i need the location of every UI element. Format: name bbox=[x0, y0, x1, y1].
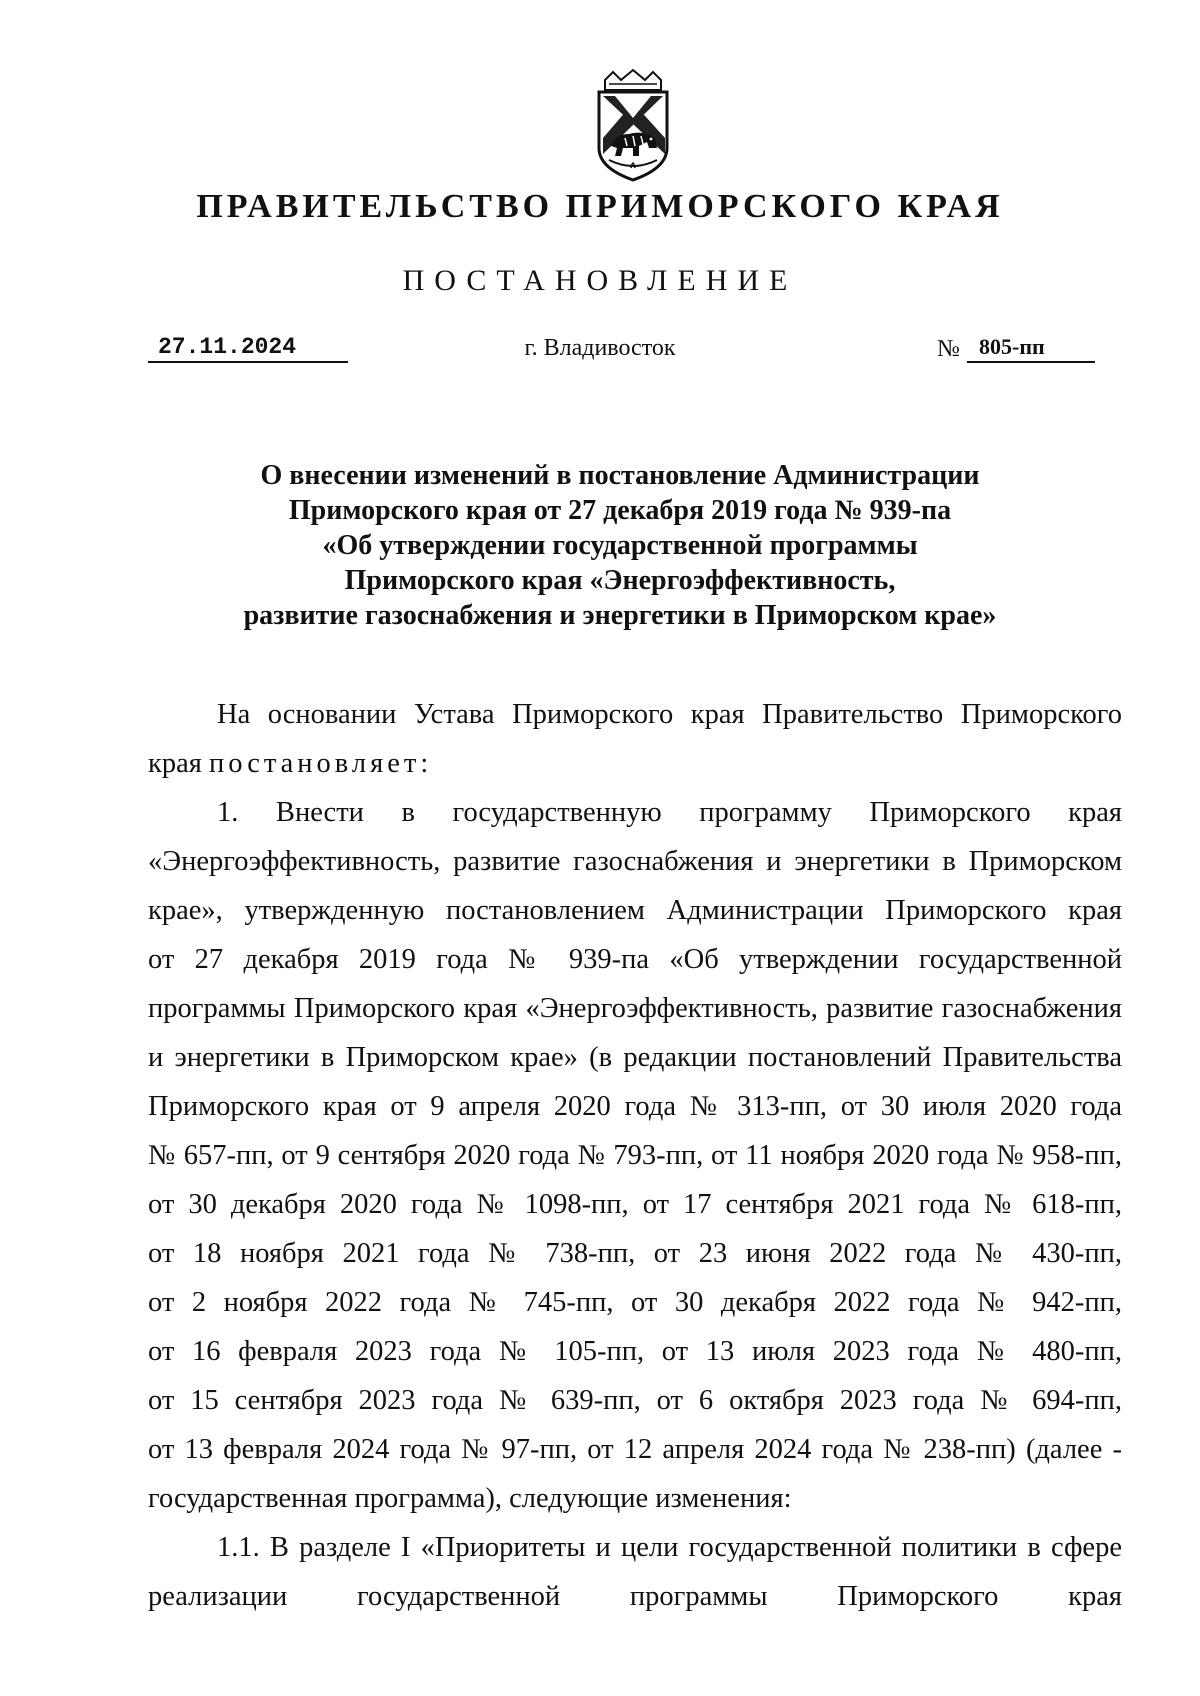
item-1-line: программы Приморского края «Энергоэффективность, развитие газоснабжения bbox=[148, 993, 1122, 1024]
item-1-line: и энергетики в Приморском крае» (в редакции постановлений Правительства bbox=[148, 1042, 1122, 1073]
document-date: 27.11.2024 bbox=[148, 333, 348, 363]
intro-paragraph-line bbox=[148, 739, 1122, 788]
item-1-line: «Энергоэффективность, развитие газоснабжения и энергетики в Приморском bbox=[148, 846, 1122, 877]
heading-line: О внесении изменений в постановление Администрации bbox=[260, 460, 980, 491]
item-1-1-line: реализации государственной программы Приморского края bbox=[148, 1581, 1122, 1612]
heading-line: развитие газоснабжения и энергетики в Приморском крае» bbox=[243, 600, 997, 631]
intro-paragraph-line: На основании Устава Приморского края Правительство Приморского bbox=[217, 699, 1122, 730]
number-sign: № bbox=[937, 336, 960, 362]
document-body bbox=[148, 690, 1122, 1621]
document-heading bbox=[160, 458, 1080, 633]
item-1-line: государственная программа), следующие изменения: bbox=[148, 1483, 792, 1514]
heading-line: «Об утверждении государственной программы bbox=[322, 530, 918, 561]
item-1-line: крае», утвержденную постановлением Администрации Приморского края bbox=[148, 895, 1122, 926]
heading-line: Приморского края «Энергоэффективность, bbox=[344, 565, 896, 596]
item-1-line: от 15 сентября 2023 года № 639-пп, от 6 октября 2023 года № 694-пп, bbox=[148, 1385, 1122, 1416]
item-1-line: № 657-пп, от 9 сентября 2020 года № 793-пп, от 11 ноября 2020 года № 958-пп, bbox=[148, 1140, 1122, 1171]
item-1-line: от 30 декабря 2020 года № 1098-пп, от 17 сентября 2021 года № 618-пп, bbox=[148, 1189, 1122, 1220]
item-1-1-line: 1.1. В разделе I «Приоритеты и цели государственной политики в сфере bbox=[217, 1532, 1122, 1563]
intro-prefix: края bbox=[148, 748, 202, 779]
item-1-line: 1. Внести в государственную программу Приморского края bbox=[217, 797, 1122, 828]
document-city: г. Владивосток bbox=[524, 335, 676, 361]
document-type: ПОСТАНОВЛЕНИЕ bbox=[402, 264, 798, 297]
item-1-line: от 2 ноября 2022 года № 745-пп, от 30 декабря 2022 года № 942-пп, bbox=[148, 1287, 1122, 1318]
coat-of-arms-icon bbox=[585, 68, 681, 186]
resolves-keyword: постановляет: bbox=[208, 748, 433, 779]
document-number: 805-пп bbox=[967, 333, 1095, 363]
item-1-line: Приморского края от 9 апреля 2020 года № 313-пп, от 30 июля 2020 года bbox=[148, 1091, 1122, 1122]
heading-line: Приморского края от 27 декабря 2019 года № 939-па bbox=[288, 495, 952, 526]
item-1-line: от 16 февраля 2023 года № 105-пп, от 13 июля 2023 года № 480-пп, bbox=[148, 1336, 1122, 1367]
government-title: ПРАВИТЕЛЬСТВО ПРИМОРСКОГО КРАЯ bbox=[196, 188, 1004, 225]
item-1-line: от 13 февраля 2024 года № 97-пп, от 12 апреля 2024 года № 238-пп) (далее - bbox=[148, 1434, 1122, 1465]
item-1-line: от 27 декабря 2019 года № 939-па «Об утверждении государственной bbox=[148, 944, 1122, 975]
item-1-line: от 18 ноября 2021 года № 738-пп, от 23 июня 2022 года № 430-пп, bbox=[148, 1238, 1122, 1269]
